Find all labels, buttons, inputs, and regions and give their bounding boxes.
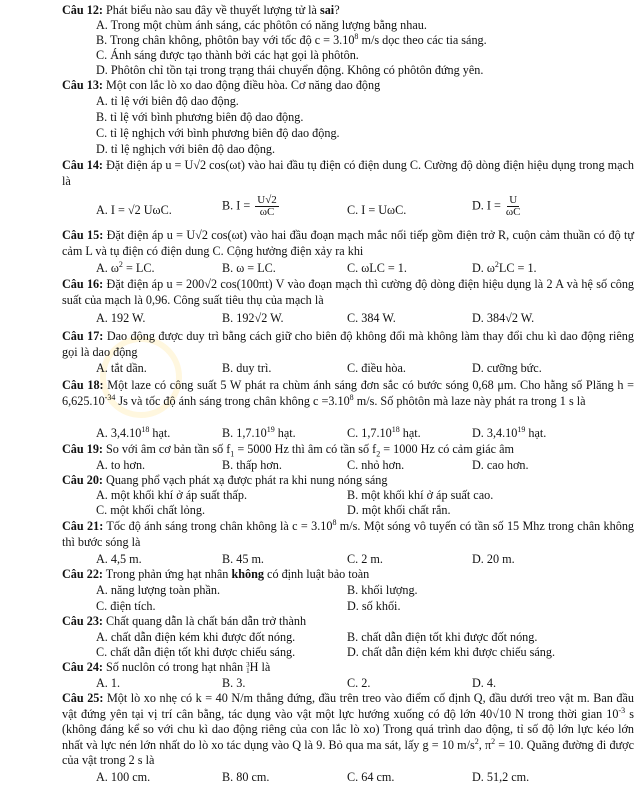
option-c: C. 384 W. (347, 311, 396, 325)
option-c: C. I = UωC. (347, 203, 407, 217)
option-a: A. tắt dần. (96, 361, 147, 375)
option-b: B. một khối khí ở áp suất cao. (347, 488, 494, 502)
option-d: D. 384√2 W. (472, 311, 535, 325)
option-a: A. Trong một chùm ánh sáng, các phôtôn có năng lượng bằng nhau. (96, 18, 427, 32)
question-number: Câu 25: (62, 691, 104, 705)
emphasis: sai (319, 3, 335, 17)
question-number: Câu 12: (62, 3, 103, 17)
option-d (472, 426, 546, 441)
question-19 (62, 442, 634, 457)
question-15 (62, 227, 634, 259)
question-18 (62, 377, 634, 409)
option-b-text: B. Trong chân không, phôtôn bay với tốc độ c = 3.10 (96, 33, 355, 47)
question-number: Câu 17: (62, 329, 104, 343)
superscript: 8 (332, 517, 337, 527)
option-a: A. chất dẫn điện kém khi được đốt nóng. (96, 630, 296, 644)
option-b (222, 426, 296, 441)
question-number: Câu 21: (62, 519, 104, 533)
option-c: C. ωLC = 1. (347, 261, 407, 275)
option-c: C. 2. (347, 676, 371, 690)
numerator: U (509, 194, 518, 206)
option-b: B. tỉ lệ với bình phương biên độ dao động. (96, 110, 304, 124)
superscript: 2 (491, 736, 496, 746)
option-c-text-end: hạt. (399, 426, 421, 440)
question-16 (62, 276, 634, 308)
superscript: 2 (474, 736, 479, 746)
question-stem: Đặt điện áp u = 200√2 cos(100πt) V vào đoạn mạch thì cường độ dòng điện hiệu dụng là 2 A và hệ số công suất của mạch là 0,96. Công suất tiêu thụ của mạch là (62, 277, 635, 307)
question-22 (62, 567, 634, 582)
option-c: C. một khối chất lỏng. (96, 503, 206, 517)
question-stem: Trong phản ứng hạt nhân (105, 567, 232, 581)
question-14 (62, 157, 634, 189)
question-stem-3: m/s. Số phôtôn mà laze này phát ra trong 1 s là (353, 394, 586, 408)
fraction (506, 195, 521, 218)
option-d-text: D. 3,4.10 (472, 426, 518, 440)
option-c: C. nhỏ hơn. (347, 458, 405, 472)
option-b: B. duy trì. (222, 361, 272, 375)
option-c-text: C. 1,7.10 (347, 426, 392, 440)
question-number: Câu 24: (62, 660, 103, 674)
question-stem-end: có định luật bảo toàn (263, 567, 370, 581)
option-c: C. 2 m. (347, 552, 383, 566)
option-d: D. một khối chất rắn. (347, 503, 451, 517)
numerator: U√2 (257, 194, 277, 206)
option-a-text-end: hạt. (149, 426, 171, 440)
superscript: 18 (141, 424, 150, 434)
option-a: A. 4,5 m. (96, 552, 142, 566)
question-stem: Một laze có công suất 5 W phát ra chùm ánh sáng đơn sắc có bước sóng 0,68 μm. Cho hằng số Plăng h = 6,625.10 (62, 378, 634, 408)
superscript: 2 (494, 259, 499, 269)
option-d-prefix: D. I = (472, 198, 504, 213)
option-a: A. 100 cm. (96, 770, 151, 784)
option-c: C. Ánh sáng được tạo thành bởi các hạt gọi là phôtôn. (96, 48, 359, 62)
question-stem: Một con lắc lò xo dao động điều hòa. Cơ năng dao động (106, 78, 381, 92)
option-d: D. chất dẫn điện kém khi được chiếu sáng. (347, 645, 555, 659)
option-d: D. 4. (472, 676, 497, 690)
question-stem-4: , π (478, 737, 492, 752)
emphasis: không (231, 567, 264, 581)
question-stem-2: = 5000 Hz thì âm có tần số f (234, 442, 377, 456)
option-d (472, 261, 537, 276)
question-stem: Đặt điện áp u = U√2 cos(ωt) vào hai đầu đoạn mạch mắc nối tiếp gồm điện trở R, cuộn cảm thuần có độ tự cảm L và tụ điện có điện dung C. Cộng hưởng điện xảy ra khi (62, 228, 634, 258)
superscript: 19 (266, 424, 275, 434)
denominator: ωC (259, 206, 275, 218)
option-a (96, 426, 170, 441)
question-stem: Quang phổ vạch phát xạ được phát ra khi nung nóng sáng (106, 473, 388, 487)
question-stem: Dao động được duy trì bằng cách giữ cho biên độ không đổi mà không làm thay đổi chu kì dao động riêng gọi là dao động (62, 329, 634, 359)
nuclide-symbol: H (249, 660, 259, 674)
superscript: 8 (349, 392, 354, 402)
option-d: D. cưỡng bức. (472, 361, 542, 375)
option-a: A. to hơn. (96, 458, 146, 472)
fraction (255, 195, 278, 218)
option-b-prefix: B. I = (222, 198, 254, 213)
option-c: C. chất dẫn điện tốt khi được chiếu sáng. (96, 645, 296, 659)
superscript: -3 (618, 705, 626, 715)
question-12 (62, 3, 634, 18)
question-stem-2: Js và tốc độ ánh sáng trong chân không c =3.10 (115, 394, 350, 408)
option-d: D. số khối. (347, 599, 401, 613)
question-number: Câu 13: (62, 78, 103, 92)
superscript: 2 (118, 259, 123, 269)
question-21 (62, 518, 634, 550)
question-stem-3: s (không đáng kể so với chu kì dao động riêng của con lắc lò xo) Trong quá trình dao động, tỉ số độ lớn lực kéo lớn nhất và lực nén lớn nhất do lò xo tác dụng vào Q là 9. Bỏ qua ma sát, lấy g = 10 m/s (62, 706, 634, 752)
question-stem-2: N trong thời gian 10 (511, 706, 619, 721)
option-a: A. năng lượng toàn phần. (96, 583, 221, 597)
option-a: A. tỉ lệ với biên độ dao động. (96, 94, 239, 108)
question-number: Câu 23: (62, 614, 103, 628)
option-d: D. Phôtôn chỉ tồn tại trong trạng thái chuyển động. Không có phôtôn đứng yên. (96, 63, 484, 77)
question-number: Câu 20: (62, 473, 103, 487)
question-stem: Số nuclôn có trong hạt nhân (106, 660, 247, 674)
question-stem-2: m/s. Một sóng vô tuyến có tần số 15 Mhz trong chân không thì bước sóng là (62, 519, 635, 549)
option-d: D. 20 m. (472, 552, 515, 566)
option-b: B. thấp hơn. (222, 458, 282, 472)
question-stem: Một lò xo nhẹ có k = 40 N/m thẳng đứng, đầu trên treo vào điểm cố định Q, đầu dưới treo vật m. Ban đầu vật đứng yên tại vị trí cân bằng, tác dụng vào vật một lực hướng xuống có độ lớn (62, 691, 634, 721)
question-number: Câu 14: (62, 158, 103, 172)
question-stem-end: là (258, 660, 271, 674)
question-24 (62, 660, 634, 675)
question-20 (62, 473, 634, 488)
option-b (222, 195, 281, 218)
option-d-text-end: hạt. (525, 426, 547, 440)
option-b: B. khối lượng. (347, 583, 418, 597)
atomic-number: 1 (246, 667, 250, 676)
question-stem: So với âm cơ bản tần số f (106, 442, 231, 456)
force-value: 40√10 (479, 706, 512, 721)
option-d-text: D. ω (472, 261, 495, 275)
question-23 (62, 614, 634, 629)
option-a-text-end: = LC. (122, 261, 155, 275)
option-a: A. một khối khí ở áp suất thấp. (96, 488, 247, 502)
option-b-text-end: m/s dọc theo các tia sáng. (358, 33, 487, 47)
option-c (347, 426, 421, 441)
superscript: 18 (391, 424, 400, 434)
question-stem-5: = 10. Quãng đường đi được của vật trong 2 s là (62, 737, 635, 768)
subscript: 2 (376, 449, 381, 459)
subscript: 1 (230, 449, 235, 459)
option-d (472, 195, 523, 218)
option-d: D. cao hơn. (472, 458, 529, 472)
question-13 (62, 78, 634, 93)
option-b: B. 192√2 W. (222, 311, 284, 325)
superscript: 19 (517, 424, 526, 434)
denominator: ωC (505, 206, 521, 218)
option-c: C. điện tích. (96, 599, 156, 613)
option-b: B. ω = LC. (222, 261, 276, 275)
option-c: C. 64 cm. (347, 770, 395, 784)
option-a (96, 261, 155, 276)
question-25 (62, 691, 634, 769)
option-b: B. chất dẫn điện tốt khi được đốt nóng. (347, 630, 538, 644)
option-a-text: A. 3,4.10 (96, 426, 142, 440)
question-stem-3: = 1000 Hz có cảm giác âm (380, 442, 514, 456)
question-number: Câu 22: (62, 567, 103, 581)
question-number: Câu 18: (62, 378, 104, 392)
question-17 (62, 328, 634, 360)
superscript: 8 (354, 31, 359, 41)
question-stem: Tốc độ ánh sáng trong chân không là c = 3.10 (106, 519, 333, 533)
option-c: C. tỉ lệ nghịch với bình phương biên độ dao động. (96, 126, 340, 140)
question-stem: Phát biểu nào sau đây về thuyết lượng tử là (106, 3, 320, 17)
mass-number: 3 (246, 661, 250, 670)
option-b-text: B. 1,7.10 (222, 426, 267, 440)
superscript: -34 (104, 392, 116, 402)
option-a: A. 1. (96, 676, 121, 690)
question-stem-end: ? (334, 3, 340, 17)
question-number: Câu 19: (62, 442, 103, 456)
question-number: Câu 16: (62, 277, 104, 291)
question-stem: Đặt điện áp u = U√2 cos(ωt) vào hai đầu tụ điện có điện dung C. Cường độ dòng điện hiệu dụng trong mạch là (62, 158, 635, 188)
option-a: A. 192 W. (96, 311, 146, 325)
option-a: A. I = √2 UωC. (96, 203, 172, 217)
question-number: Câu 15: (62, 228, 104, 242)
option-d-text-end: LC = 1. (498, 261, 537, 275)
option-b: B. 80 cm. (222, 770, 270, 784)
question-stem: Chất quang dẫn là chất bán dẫn trở thành (106, 614, 307, 628)
option-b: B. 45 m. (222, 552, 264, 566)
option-d: D. 51,2 cm. (472, 770, 530, 784)
option-a-text: A. ω (96, 261, 119, 275)
option-d: D. tỉ lệ nghịch với biên độ dao động. (96, 142, 276, 156)
option-b: B. 3. (222, 676, 246, 690)
option-b-text-end: hạt. (274, 426, 296, 440)
option-c: C. điều hòa. (347, 361, 406, 375)
option-b (96, 33, 487, 48)
